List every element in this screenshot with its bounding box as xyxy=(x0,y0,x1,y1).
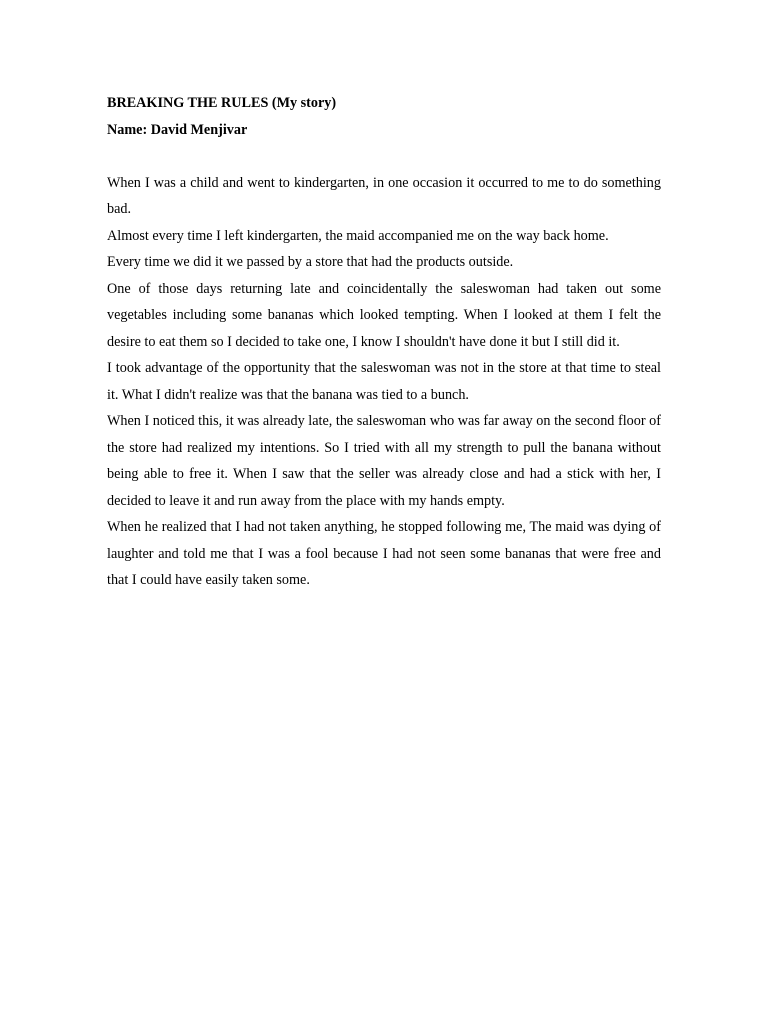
blank-line xyxy=(107,143,661,170)
paragraph-5: I took advantage of the opportunity that the saleswoman was not in the store at that time to steal it. What I didn't realize was that the banana was tied to a bunch. xyxy=(107,360,661,403)
author-line: Name: David Menjivar xyxy=(107,121,248,138)
document-title: BREAKING THE RULES (My story) xyxy=(107,95,337,111)
paragraph-7: When he realized that I had not taken anything, he stopped following me, The maid was dying of laughter and told me that I was a fool because I had not seen some bananas that were free and that I could have easily taken some. xyxy=(107,519,661,588)
paragraph-2: Almost every time I left kindergarten, the maid accompanied me on the way back home. xyxy=(107,227,609,244)
paragraph-4: One of those days returning late and coincidentally the saleswoman had taken out some vegetables including some bananas which looked tempting. When I looked at them I felt the desire to eat them so I decided to take one, I know I shouldn't have done it but I still did it. xyxy=(107,280,661,350)
document-body xyxy=(107,90,661,594)
paragraph-1: When I was a child and went to kindergarten, in one occasion it occurred to me to do something bad. xyxy=(107,174,661,217)
paragraph-3: Every time we did it we passed by a store that had the products outside. xyxy=(107,254,514,270)
paragraph-6: When I noticed this, it was already late, the saleswoman who was far away on the second floor of the store had realized my intentions. So I tried with all my strength to pull the banana without being able to free it. When I saw that the seller was already close and had a stick with her, I decided to leave it and run away from the place with my hands empty. xyxy=(107,413,661,509)
